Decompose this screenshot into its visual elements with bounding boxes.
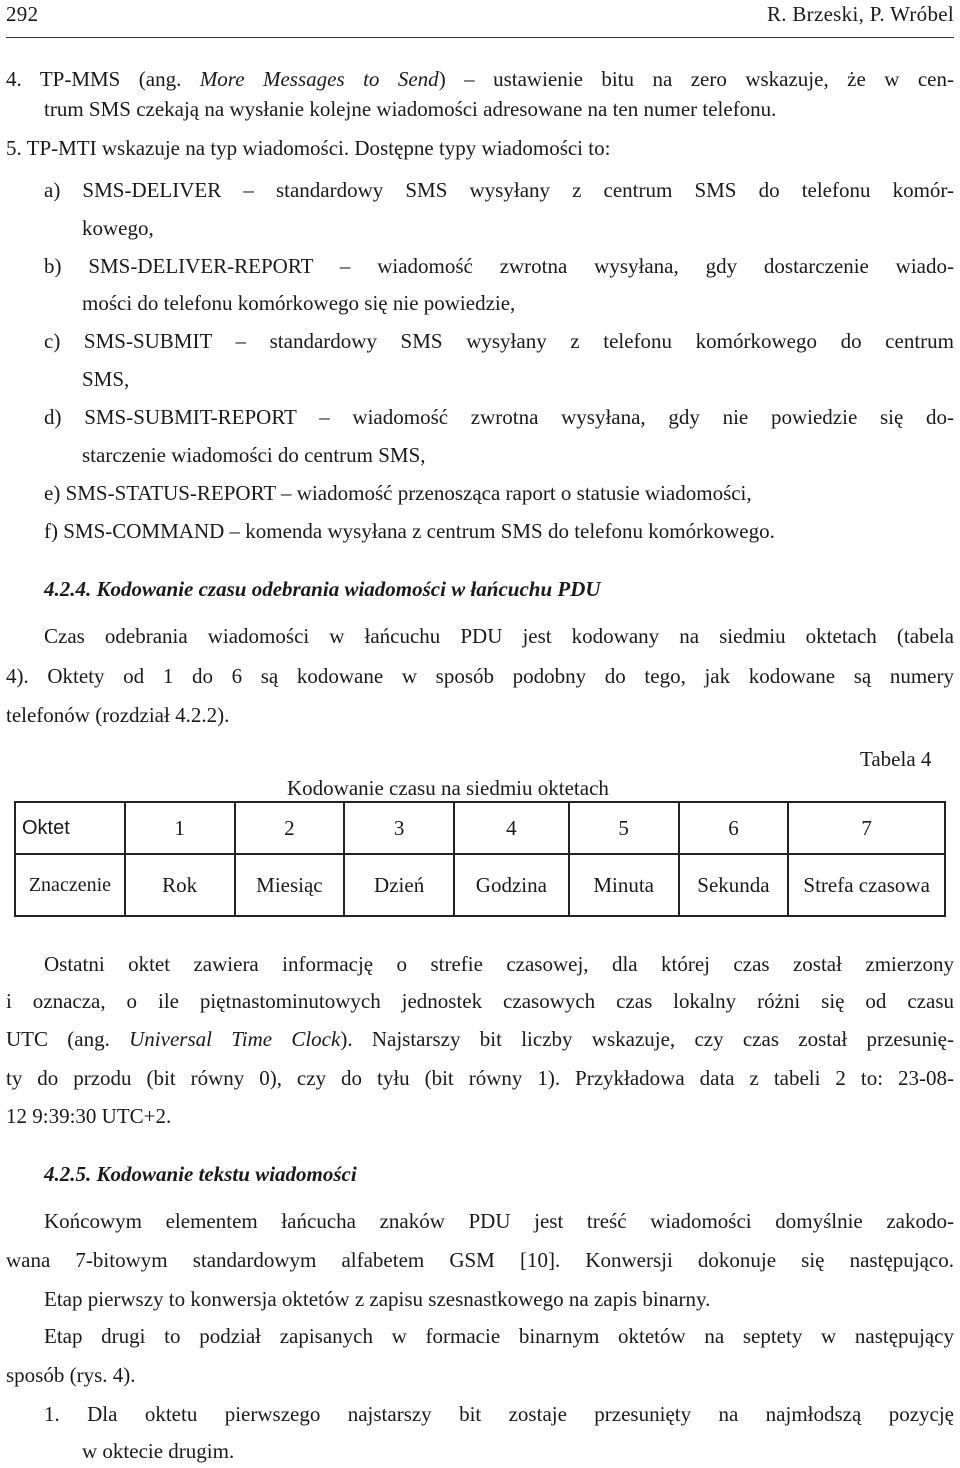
para-425-p3-line2: sposób (rys. 4).: [6, 1363, 136, 1387]
sublist-a-line1: a) SMS-DELIVER – standardowy SMS wysyłany z centrum SMS do telefonu komór-: [44, 178, 954, 202]
table-row: [15, 854, 945, 916]
para-after-table-line3: UTC (ang. Universal Time Clock). Najstarszy bit liczby wskazuje, czy czas został przesunię-: [6, 1027, 954, 1051]
sublist-d-line1: d) SMS-SUBMIT-REPORT – wiadomość zwrotna wysyłana, gdy nie powiedzie się do-: [44, 405, 954, 429]
numbered-item-1-line2: w oktecie drugim.: [82, 1439, 235, 1463]
table-cell: 2: [235, 802, 345, 854]
para-424-line2: 4). Oktety od 1 do 6 są kodowane w sposób podobny do tego, jak kodowane są numery: [6, 664, 954, 688]
para-425-line1: Końcowym elementem łańcucha znaków PDU jest treść wiadomości domyślnie zakodo-: [44, 1209, 954, 1233]
section-heading-425: 4.2.5. Kodowanie tekstu wiadomości: [44, 1162, 357, 1186]
table-cell: Minuta: [569, 854, 679, 916]
para-after-table-line5: 12 9:39:30 UTC+2.: [6, 1104, 172, 1128]
sublist-c-line2: SMS,: [82, 367, 130, 391]
table-cell: 3: [344, 802, 454, 854]
list-item-4-line1: 4. TP-MMS (ang. More Messages to Send) – ustawienie bitu na zero wskazuje, że w cen-: [6, 67, 954, 91]
table-cell: Rok: [125, 854, 235, 916]
sublist-a-line2: kowego,: [82, 216, 154, 240]
table-cell: 4: [454, 802, 569, 854]
numbered-item-1-line1: 1. Dla oktetu pierwszego najstarszy bit zostaje przesunięty na najmłodszą pozycję: [44, 1402, 954, 1426]
para-424-line3: telefonów (rozdział 4.2.2).: [6, 703, 230, 727]
table-cell: Strefa czasowa: [788, 854, 945, 916]
table-cell: 6: [679, 802, 789, 854]
para-424-line1: Czas odebrania wiadomości w łańcuchu PDU jest kodowany na siedmiu oktetach (tabela: [44, 624, 954, 648]
table-cell: Dzień: [344, 854, 454, 916]
para-after-table-line4: ty do przodu (bit równy 0), czy do tyłu (bit równy 1). Przykładowa data z tabeli 2 to: 23-08-: [6, 1066, 954, 1090]
para-425-p3-line1: Etap drugi to podział zapisanych w formacie binarnym oktetów na septety w następujący: [44, 1324, 954, 1348]
octet-table: [14, 801, 946, 917]
para-425-line2: wana 7-bitowym standardowym alfabetem GSM [10]. Konwersji dokonuje się następująco.: [6, 1248, 954, 1272]
table-cell: Znaczenie: [15, 854, 125, 916]
sublist-d-line2: starczenie wiadomości do centrum SMS,: [82, 443, 426, 467]
sublist-b-line1: b) SMS-DELIVER-REPORT – wiadomość zwrotna wysyłana, gdy dostarczenie wiado-: [44, 254, 954, 278]
header-authors: R. Brzeski, P. Wróbel: [766, 2, 954, 26]
section-heading-424: 4.2.4. Kodowanie czasu odebrania wiadomości w łańcuchu PDU: [44, 577, 601, 601]
table-cell: Sekunda: [679, 854, 789, 916]
running-header: [6, 0, 954, 30]
table-cell: 1: [125, 802, 235, 854]
page-number: 292: [6, 2, 39, 26]
sublist-b-line2: mości do telefonu komórkowego się nie powiedzie,: [82, 291, 516, 315]
sublist-c-line1: c) SMS-SUBMIT – standardowy SMS wysyłany z telefonu komórkowego do centrum: [44, 329, 954, 353]
header-rule: [6, 37, 954, 38]
list-item-4-line2: trum SMS czekają na wysłanie kolejne wiadomości adresowane na ten numer telefonu.: [44, 97, 777, 121]
table-cell: Godzina: [454, 854, 569, 916]
table-row: [15, 802, 945, 854]
table-caption: Kodowanie czasu na siedmiu oktetach: [287, 776, 609, 800]
list-item-5-line1: 5. TP-MTI wskazuje na typ wiadomości. Dostępne typy wiadomości to:: [6, 136, 611, 160]
para-425-p2: Etap pierwszy to konwersja oktetów z zapisu szesnastkowego na zapis binarny.: [44, 1287, 711, 1311]
para-after-table-line1: Ostatni oktet zawiera informację o strefie czasowej, dla której czas został zmierzony: [44, 952, 954, 976]
table-label: Tabela 4: [860, 747, 932, 771]
table-cell: 5: [569, 802, 679, 854]
sublist-f-line1: f) SMS-COMMAND – komenda wysyłana z centrum SMS do telefonu komórkowego.: [44, 519, 775, 543]
para-after-table-line2: i oznacza, o ile piętnastominutowych jednostek czasowych czas lokalny różni się od czasu: [6, 989, 954, 1013]
sublist-e-line1: e) SMS-STATUS-REPORT – wiadomość przenosząca raport o statusie wiadomości,: [44, 481, 752, 505]
table-cell: 7: [788, 802, 945, 854]
table-cell: Oktet: [15, 802, 125, 854]
table-cell: Miesiąc: [235, 854, 345, 916]
